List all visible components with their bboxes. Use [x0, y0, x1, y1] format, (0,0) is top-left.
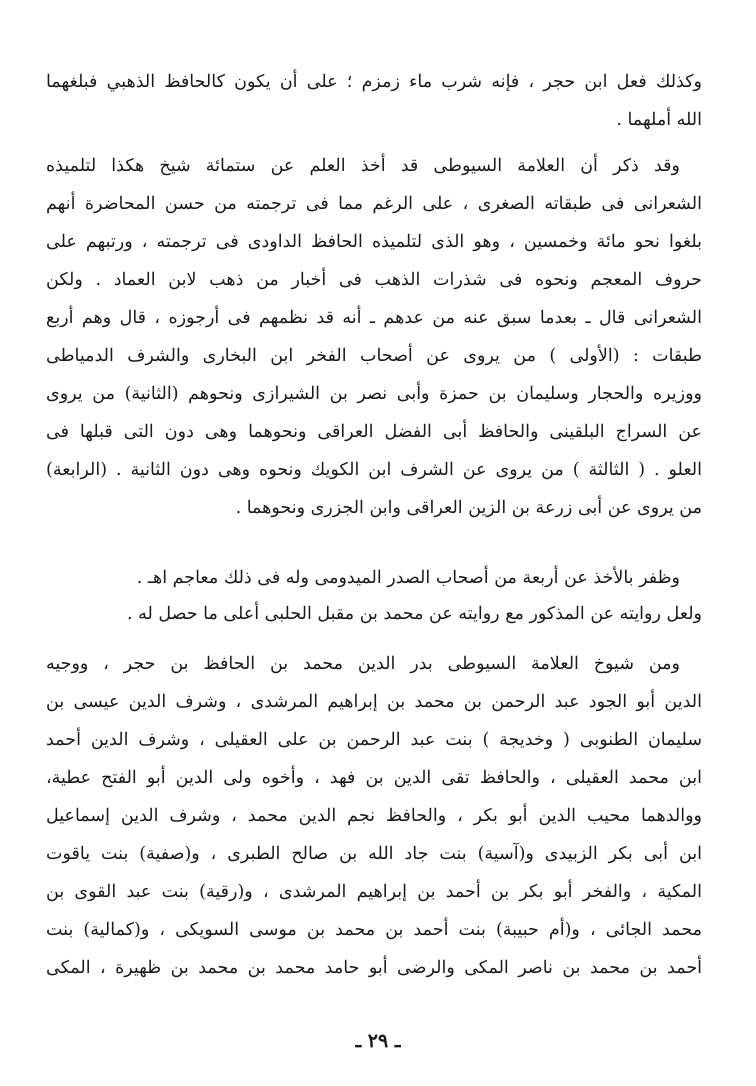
text-line: من يروى عن أبى زرعة بن الزين العراقى وابن الجزرى ونحوهما .: [235, 498, 702, 518]
paragraph-4: [46, 646, 702, 1006]
page-number: ـ ٢٩ ـ: [355, 1030, 401, 1052]
text-line: سليمان الطنوبى ( وخديجة ) بنت عبد الرحمن بن على العقيلى ، وشرف الدين أحمد: [46, 730, 702, 750]
text-line: العلو . ( الثالثة ) من يروى عن الشرف ابن الكويك ونحوه وهى دون الثانية . (الرابعة): [46, 460, 702, 480]
paragraph-3: [46, 560, 702, 634]
text-line: ابن أبى بكر الزبيدى و(آسية) بنت جاد الله بن صالح الطبرى ، و(صفية) بنت ياقوت: [46, 844, 702, 864]
text-line: ابن محمد العقيلى ، والحافظ تقى الدين بن فهد ، وأخوه ولى الدين أبو الفتح عطية،: [46, 768, 702, 788]
text-line: وظفر بالأخذ عن أربعة من أصحاب الصدر الميدومى وله فى ذلك معاجم اهـ .: [136, 568, 680, 588]
text-line: الله أملهما .: [616, 110, 702, 130]
text-line: بلغوا نحو مائة وخمسين ، وهو الذى لتلميذه الحافظ الداودى فى ترجمته ، ورتبهم على: [46, 232, 702, 252]
text-line: ومن شيوخ العلامة السيوطى بدر الدين محمد بن الحافظ بن حجر ، ووجيه: [46, 654, 680, 674]
text-line: المكية ، والفخر أبو بكر بن أحمد بن إبراهيم المرشدى ، و(رقية) بنت عبد القوى بن: [46, 882, 702, 902]
text-line: محمد الجائى ، و(أم حبيبة) بنت أحمد بن محمد بن موسى السويكى ، و(كمالية) بنت: [46, 920, 702, 940]
text-line: ووالدهما محيب الدين أبو بكر ، والحافظ نجم الدين محمد ، وشرف الدين إسماعيل: [46, 806, 702, 826]
paragraph-2: [46, 148, 702, 548]
text-line: وكذلك فعل ابن حجر ، فإنه شرب ماء زمزم ؛ على أن يكون كالحافظ الذهبي فبلغهما: [46, 72, 702, 92]
text-line: الدين أبو الجود عبد الرحمن بن محمد بن إبراهيم المرشدى ، وشرف الدين عيسى بن: [46, 692, 702, 712]
text-line: ولعل روايته عن المذكور مع روايته عن محمد بن مقبل الحلبى أعلى ما حصل له .: [126, 604, 702, 624]
text-line: الشعرانى فى طبقاته الصغرى ، على الرغم مما فى ترجمته من حسن المحاضرة أنهم: [46, 194, 702, 214]
text-line: وقد ذكر أن العلامة السيوطى قد أخذ العلم عن ستمائة شيخ هكذا لتلميذه: [46, 156, 680, 176]
text-line: الشعرانى قال ـ بعدما سبق عنه من عدهم ـ أنه قد نظمهم فى أرجوزه ، قال وهم أربع: [46, 308, 702, 328]
text-line: عن السراج البلقينى والحافظ أبى الفضل العراقى ونحوهما وهى دون التى قبلها فى: [46, 422, 702, 442]
text-line: أحمد بن محمد بن ناصر المكى والرضى أبو حامد محمد بن محمد بن ظهيرة ، المكى: [46, 958, 702, 978]
text-line: حروف المعجم ونحوه فى شذرات الذهب فى أخبار من ذهب لابن العماد . ولكن: [46, 270, 702, 290]
text-line: طبقات : (الأولى ) من يروى عن أصحاب الفخر ابن البخارى والشرف الدمياطى: [46, 346, 702, 366]
paragraph-1: [46, 64, 702, 138]
text-line: ووزيره والحجار وسليمان بن حمزة وأبى نصر بن الشيرازى ونحوهم (الثانية) من يروى: [46, 384, 702, 404]
